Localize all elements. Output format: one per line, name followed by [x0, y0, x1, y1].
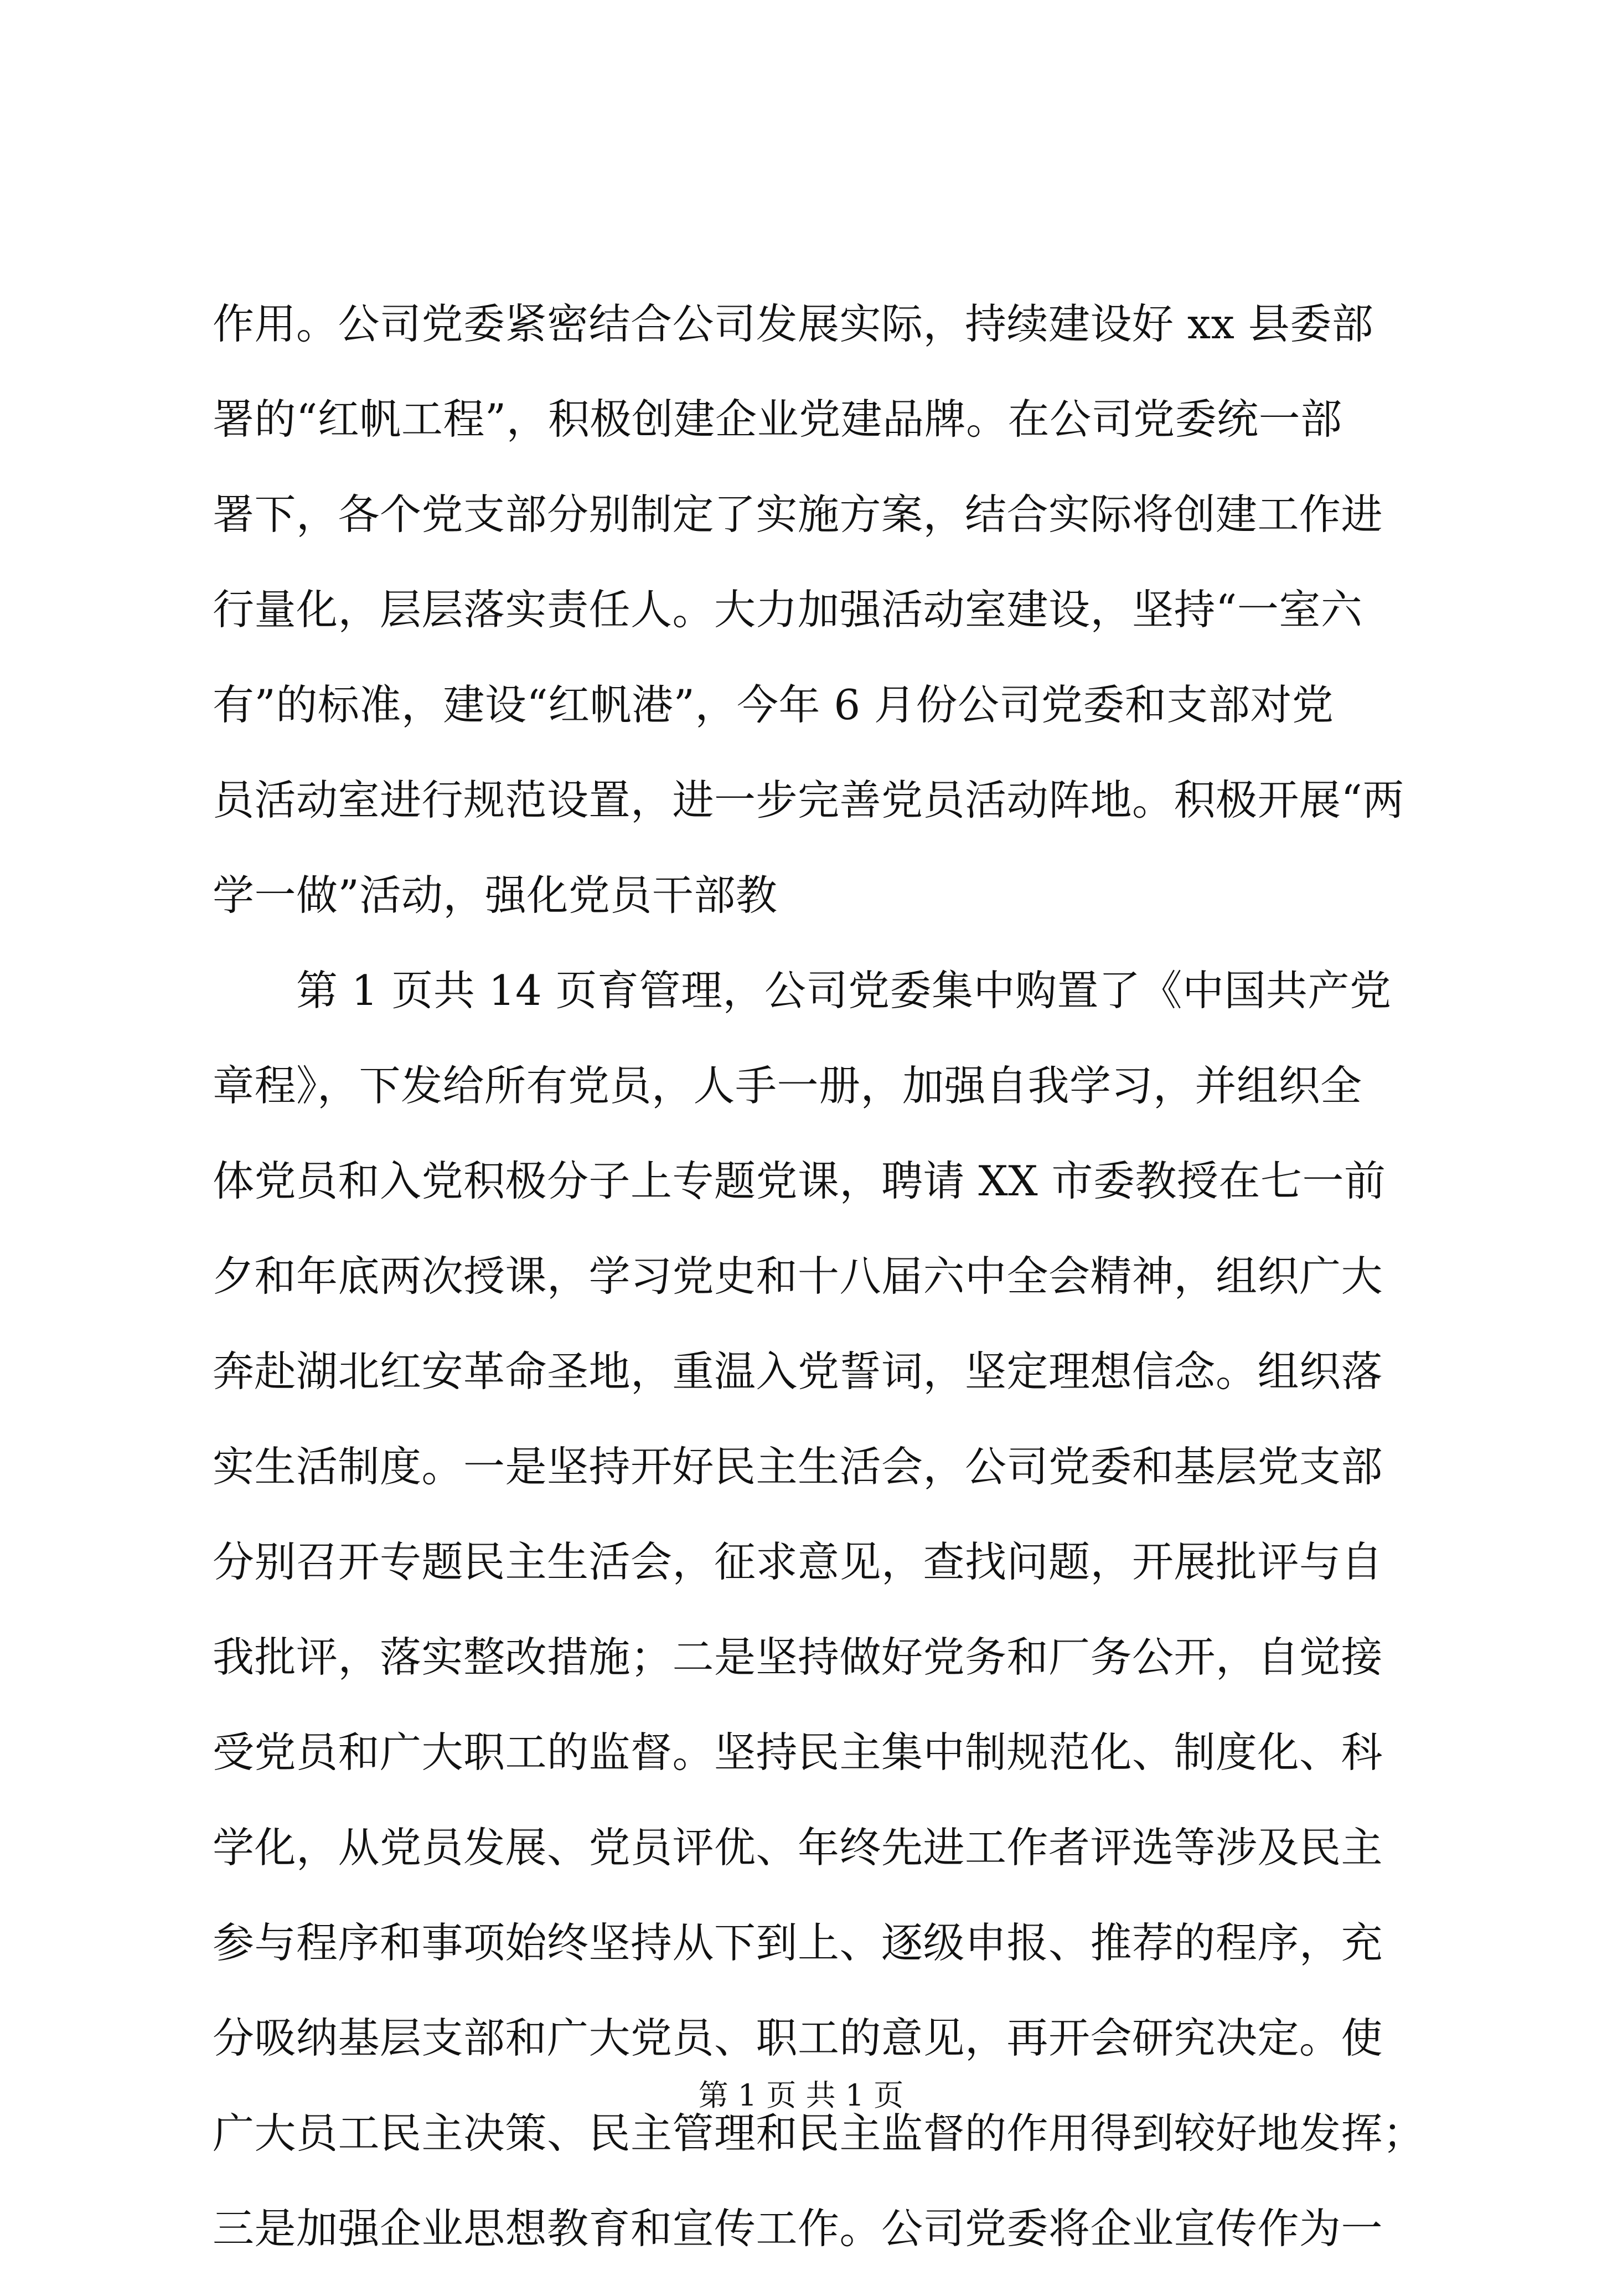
text-line: 署的“红帆工程”，积极创建企业党建品牌。在公司党委统一部 — [213, 395, 1342, 443]
text-line: 员活动室进行规范设置，进一步完善党员活动阵地。积极开展“两 — [213, 776, 1404, 824]
text-line: 分别召开专题民主生活会，征求意见，查找问题，开展批评与自 — [213, 1537, 1383, 1586]
page-footer — [0, 2072, 1602, 2114]
document-body — [213, 296, 1425, 2296]
text-line: 学化，从党员发展、党员评优、年终先进工作者评选等涉及民主 — [213, 1823, 1383, 1872]
text-line: 第 1 页共 14 页育管理，公司党委集中购置了《中国共产党 — [213, 966, 1392, 1015]
text-line: 三是加强企业思想教育和宣传工作。公司党委将企业宣传作为一 — [213, 2204, 1383, 2253]
text-line: 奔赴湖北红安革命圣地，重温入党誓词，坚定理想信念。组织落 — [213, 1347, 1383, 1396]
text-line: 实生活制度。一是坚持开好民主生活会，公司党委和基层党支部 — [213, 1442, 1383, 1491]
text-line: 署下，各个党支部分别制定了实施方案，结合实际将创建工作进 — [213, 490, 1383, 539]
text-line: 参与程序和事项始终坚持从下到上、逐级申报、推荐的程序，充 — [213, 1918, 1383, 1967]
text-line: 行量化，层层落实责任人。大力加强活动室建设，坚持“一室六 — [213, 585, 1363, 634]
text-line: 作用。公司党委紧密结合公司发展实际，持续建设好 xx 县委部 — [213, 300, 1374, 348]
text-line: 体党员和入党积极分子上专题党课，聘请 XX 市委教授在七一前 — [213, 1157, 1386, 1205]
text-line: 学一做”活动，强化党员干部教 — [213, 871, 778, 920]
text-line: 广大员工民主决策、民主管理和民主监督的作用得到较好地发挥； — [213, 2109, 1425, 2158]
page-number-label: 第 1 页 共 1 页 — [698, 2078, 904, 2113]
text-line: 我批评，落实整改措施；二是坚持做好党务和厂务公开，自觉接 — [213, 1633, 1383, 1681]
text-line: 有”的标准，建设“红帆港”，今年 6 月份公司党委和支部对党 — [213, 680, 1334, 729]
text-line: 章程》，下发给所有党员，人手一册，加强自我学习，并组织全 — [213, 1061, 1362, 1110]
text-line: 受党员和广大职工的监督。坚持民主集中制规范化、制度化、科 — [213, 1728, 1383, 1777]
text-line: 分吸纳基层支部和广大党员、职工的意见，再开会研究决定。使 — [213, 2014, 1383, 2062]
text-line: 夕和年底两次授课，学习党史和十八届六中全会精神，组织广大 — [213, 1252, 1383, 1301]
